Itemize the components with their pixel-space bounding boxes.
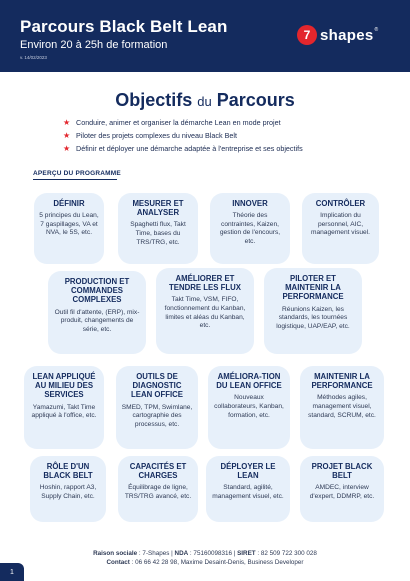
objectives-heading-word1: Objectifs [115, 90, 193, 110]
module-card [302, 193, 379, 264]
module-card [206, 456, 290, 522]
module-description: 5 principes du Lean, 7 gaspillages, VA et NVA, le 5S, etc. [39, 212, 99, 237]
footer-line-contact [0, 559, 410, 568]
module-description: Réunions Kaizen, les standards, les tournées logistique, UAP/EAP, etc. [276, 305, 350, 330]
objective-item [63, 116, 303, 129]
module-card [300, 456, 384, 522]
star-icon: ★ [63, 118, 71, 127]
footer-line-company [0, 550, 410, 559]
module-description: AMDEC, interview d'expert, DDMRP, etc. [309, 484, 375, 500]
module-description: Spaghetti flux, Takt Time, bases du TRS/TRG, etc. [130, 221, 186, 246]
module-title: LEAN APPLIQUÉ AU MILIEU DES SERVICES [32, 372, 96, 400]
module-description: Outil fil d'attente, (ERP), mix-produit, changements de série, etc. [54, 308, 140, 333]
footer-label: SIRET [237, 550, 256, 557]
module-title: CAPACITÉS ET CHARGES [129, 462, 187, 481]
module-card [264, 268, 362, 354]
module-description: Implication du personnel, AIC, management visuel. [310, 212, 370, 237]
module-description: Yamazumi, Takt Time appliqué à l'office, etc. [31, 403, 97, 420]
module-card [210, 193, 290, 264]
module-description: Nouveaux collaborateurs, Kanban, formation, etc. [214, 394, 284, 419]
star-icon: ★ [63, 144, 71, 153]
module-card [208, 366, 290, 449]
module-card [156, 268, 254, 354]
module-title: AMÉLIORA-TION DU LEAN OFFICE [216, 372, 282, 391]
module-title: DÉFINIR [53, 199, 85, 208]
footer-legal [0, 550, 410, 568]
module-title: CONTRÔLER [315, 199, 366, 208]
footer-label: NDA [174, 550, 189, 557]
module-title: PROJET BLACK BELT [311, 462, 373, 481]
module-card [118, 456, 198, 522]
objective-item [63, 129, 303, 142]
module-description: Théorie des contraintes, Kaizen, gestion de l'encours, etc. [219, 212, 281, 245]
objectives-list [63, 116, 303, 155]
footer-value: : 82 509 722 300 028 [255, 550, 317, 557]
module-title: MAINTENIR LA PERFORMANCE [311, 372, 373, 391]
logo-text: shapes [320, 26, 374, 44]
page-subtitle: Environ 20 à 25h de formation [20, 39, 168, 51]
module-title: INNOVER [232, 199, 268, 208]
footer-value: : 7-Shapes | [137, 550, 175, 557]
module-description: Hoshin, rapport A3, Supply Chain, etc. [39, 484, 97, 500]
module-card [48, 271, 146, 354]
module-title: PILOTER ET MAINTENIR LA PERFORMANCE [282, 274, 344, 302]
footer-value: : 75160098316 | [188, 550, 238, 557]
module-description: Méthodes agiles, management visuel, standard, SCRUM, etc. [308, 394, 376, 419]
objectives-heading [0, 90, 410, 111]
objective-item [63, 142, 303, 155]
module-card [116, 366, 198, 449]
objective-text: Piloter des projets complexes du niveau Black Belt [76, 131, 238, 140]
module-description: Équilibrage de ligne, TRS/TRG avancé, etc. [124, 484, 192, 500]
objectives-heading-word3: Parcours [216, 90, 295, 110]
objective-text: Définir et déployer une démarche adaptée à l'entreprise et ses objectifs [76, 144, 303, 153]
module-description: Standard, agilité, management visuel, etc. [212, 484, 284, 500]
module-title: PRODUCTION ET COMMANDES COMPLEXES [64, 277, 130, 305]
objective-text: Conduire, animer et organiser la démarche Lean en mode projet [76, 118, 281, 127]
logo-badge: 7 [297, 25, 317, 45]
registered-mark: ® [374, 27, 379, 33]
module-card [24, 366, 104, 449]
header-banner [0, 0, 410, 72]
page-number: 1 [0, 563, 24, 581]
footer-value: : 06 66 42 28 98, Maxime Desaint-Denis, Business Developer [129, 558, 304, 566]
brand-logo [297, 24, 378, 46]
footer-label: Raison sociale [93, 550, 138, 557]
page-title: Parcours Black Belt Lean [20, 17, 228, 36]
module-title: MESURER ET ANALYSER [132, 199, 184, 218]
module-description: Takt Time, VSM, FIFO, fonctionnement du Kanban, limites et aléas du Kanban, etc. [164, 296, 246, 330]
program-section-label: APERÇU DU PROGRAMME [33, 170, 121, 177]
star-icon: ★ [63, 131, 71, 140]
module-card [30, 456, 106, 522]
module-card [34, 193, 104, 264]
module-card [118, 193, 198, 264]
objectives-heading-word2: du [197, 94, 212, 109]
module-title: AMÉLIORER ET TENDRE LES FLUX [169, 274, 241, 293]
module-card [300, 366, 384, 449]
module-title: OUTILS DE DIAGNOSTIC LEAN OFFICE [131, 372, 183, 400]
footer-label: Contact [106, 558, 130, 566]
section-divider [33, 179, 117, 180]
module-description: SMED, TPM, Swimlane, cartographie des processus, etc. [121, 403, 193, 428]
version-date: v. 14/02/2023 [20, 55, 47, 60]
module-title: RÔLE D'UN BLACK BELT [43, 462, 93, 481]
module-title: DÉPLOYER LE LEAN [220, 462, 276, 481]
